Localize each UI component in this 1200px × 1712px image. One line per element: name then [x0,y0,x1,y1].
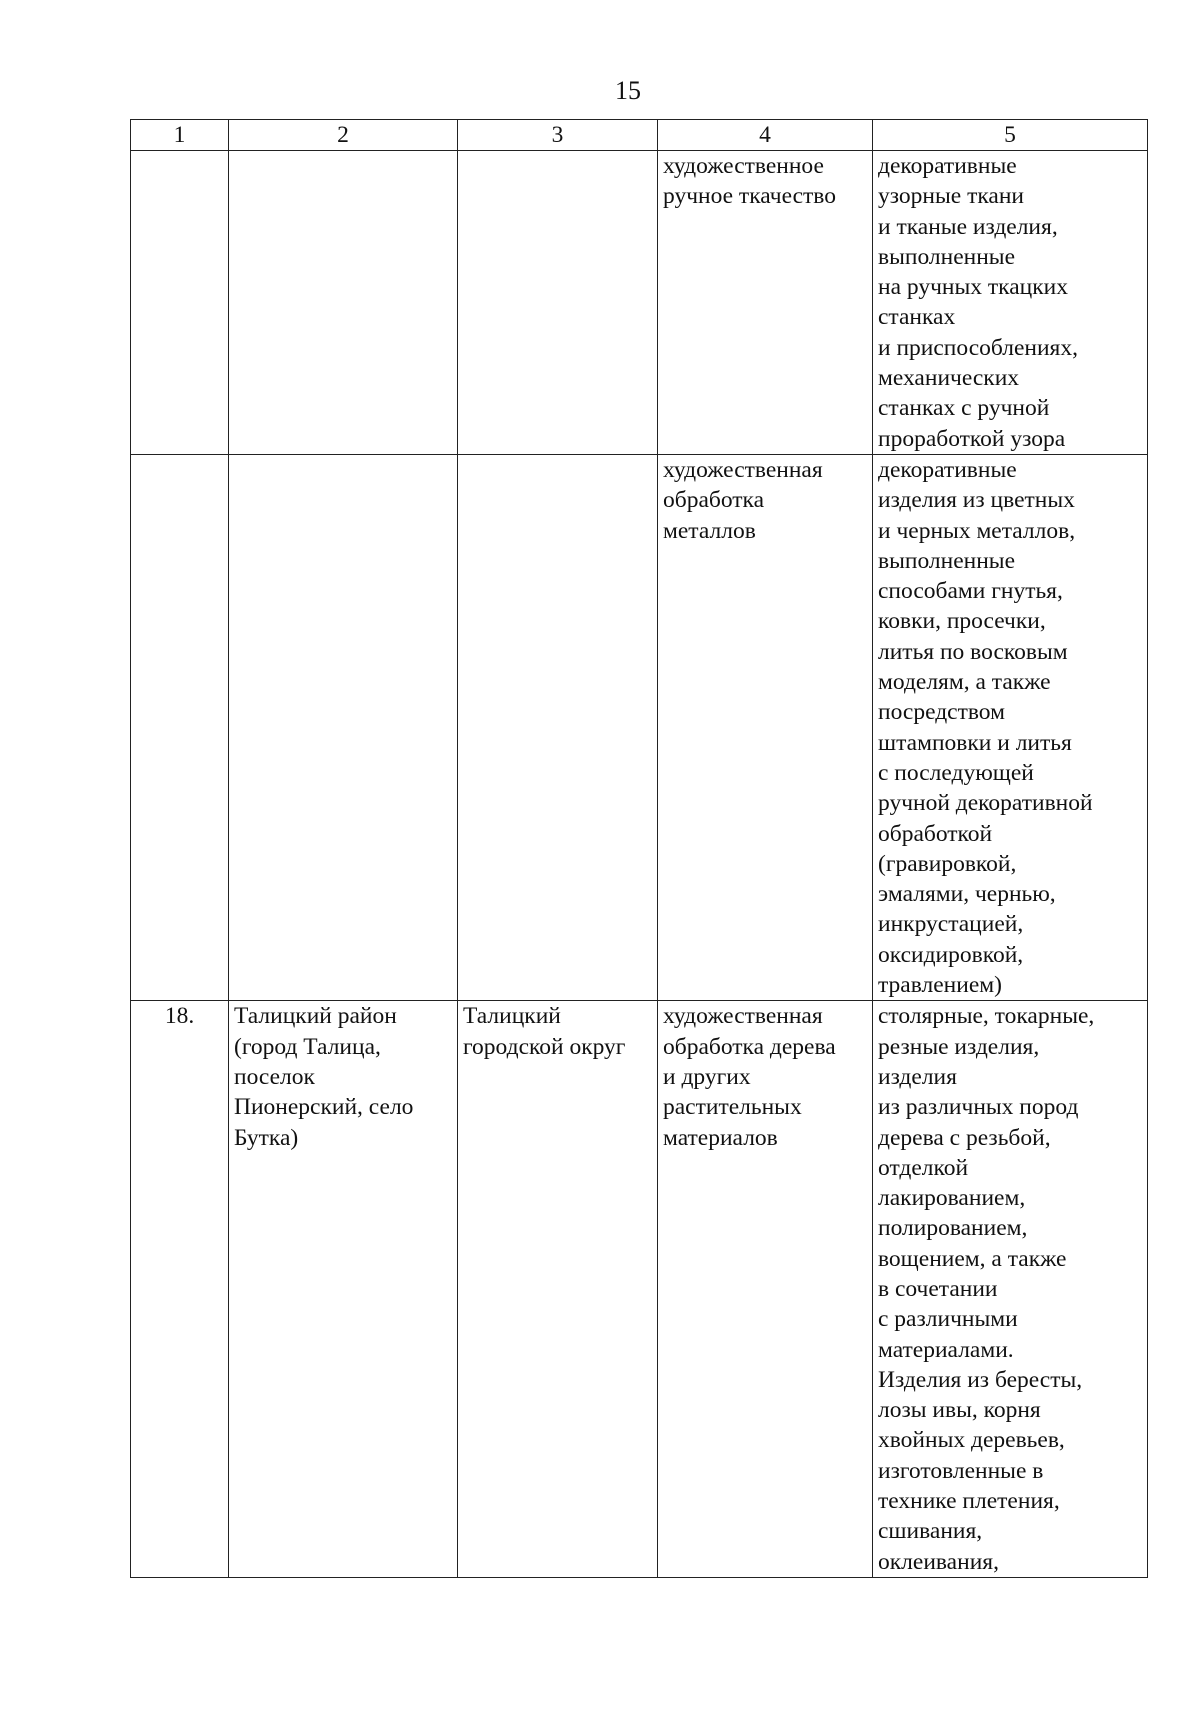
cell-text-line: выполненные [878,547,1016,574]
cell-text-line: 18. [164,1003,195,1030]
cell-text-line: и черных металлов, [878,517,1076,544]
column-header-5: 5 [873,120,1148,151]
cell-text-line: моделям, а также [878,669,1051,696]
cell-text-line: Изделия из бересты, [878,1366,1083,1393]
table-row [131,454,1148,1000]
cell-text-line: Бутка) [234,1124,299,1151]
cell-text-line: на ручных ткацких [878,274,1068,301]
craft-type-cell [658,151,873,455]
cell-text-line: декоративные [878,456,1017,483]
crafts-table [130,119,1148,1578]
table-row [131,1001,1148,1578]
cell-text-line: с последующей [878,759,1034,786]
municipality-cell [458,1001,658,1578]
cell-text-line: изготовленные в [878,1457,1044,1484]
column-header-1: 1 [131,120,229,151]
column-header-4: 4 [658,120,873,151]
cell-text-line: обработка [663,487,765,514]
cell-text-line: инкрустацией, [878,911,1024,938]
municipality-cell [458,454,658,1000]
cell-text-line: станках с ручной [878,395,1050,422]
cell-text-line: изделия [878,1063,957,1090]
cell-text-line: штамповки и литья [878,729,1072,756]
cell-text-line: вощением, а также [878,1245,1067,1272]
cell-text-line: резные изделия, [878,1033,1040,1060]
cell-text-line: материалов [663,1124,778,1151]
column-header-2: 2 [229,120,458,151]
cell-text-line: городской округ [463,1033,626,1060]
cell-text-line: лакированием, [878,1185,1026,1212]
cell-text-line: (город Талица, [234,1033,381,1060]
cell-text-line: отделкой [878,1154,969,1181]
cell-text-line: ручное ткачество [663,183,836,210]
cell-text-line: изделия из цветных [878,487,1075,514]
cell-text-line: станках [878,304,956,331]
cell-text-line: ковки, просечки, [878,608,1046,635]
product-description-cell [873,151,1148,455]
craft-type-cell [658,1001,873,1578]
cell-text-line: и приспособлениях, [878,334,1078,361]
cell-text-line: поселок [234,1063,315,1090]
row-number-cell [131,454,229,1000]
cell-text-line: узорные ткани [878,183,1024,210]
cell-text-line: обработка дерева [663,1033,836,1060]
territory-cell [229,151,458,455]
cell-text-line: художественная [663,456,823,483]
cell-text-line: металлов [663,517,756,544]
territory-cell [229,454,458,1000]
table-header-row [131,120,1148,151]
product-description-cell [873,454,1148,1000]
cell-text-line: Талицкий [463,1003,561,1030]
cell-text-line: хвойных деревьев, [878,1427,1065,1454]
cell-text-line: лозы ивы, корня [878,1397,1041,1424]
cell-text-line: с различными [878,1306,1018,1333]
cell-text-line: ручной декоративной [878,790,1093,817]
table-row [131,151,1148,455]
cell-text-line: литья по восковым [878,638,1068,665]
product-description-cell [873,1001,1148,1578]
craft-type-cell [658,454,873,1000]
cell-text-line: и тканые изделия, [878,213,1058,240]
column-header-3: 3 [458,120,658,151]
cell-text-line: в сочетании [878,1275,998,1302]
cell-text-line: обработкой [878,820,993,847]
cell-text-line: оклеивания, [878,1548,999,1575]
cell-text-line: Талицкий район [234,1003,397,1030]
cell-text-line: столярные, токарные, [878,1003,1095,1030]
cell-text-line: способами гнутья, [878,578,1063,605]
row-number-cell [131,151,229,455]
cell-text-line: художественное [663,153,824,179]
cell-text-line: Пионерский, село [234,1094,414,1121]
cell-text-line: механических [878,365,1020,392]
cell-text-line: (гравировкой, [878,850,1017,877]
cell-text-line: материалами. [878,1336,1014,1363]
cell-text-line: декоративные [878,153,1017,179]
cell-text-line: оксидировкой, [878,941,1024,968]
cell-text-line: проработкой узора [878,425,1066,452]
cell-text-line: и других [663,1063,751,1090]
territory-cell [229,1001,458,1578]
cell-text-line: выполненные [878,243,1016,270]
municipality-cell [458,151,658,455]
cell-text-line: эмалями, чернью, [878,881,1056,908]
page-number: 15 [615,76,641,105]
cell-text-line: из различных пород [878,1094,1079,1121]
cell-text-line: травлением) [878,972,1002,999]
cell-text-line: технике плетения, [878,1488,1060,1515]
row-number-cell [131,1001,229,1578]
cell-text-line: полированием, [878,1215,1028,1242]
cell-text-line: растительных [663,1094,802,1121]
cell-text-line: художественная [663,1003,823,1030]
cell-text-line: дерева с резьбой, [878,1124,1051,1151]
cell-text-line: посредством [878,699,1005,726]
cell-text-line: сшивания, [878,1518,983,1545]
